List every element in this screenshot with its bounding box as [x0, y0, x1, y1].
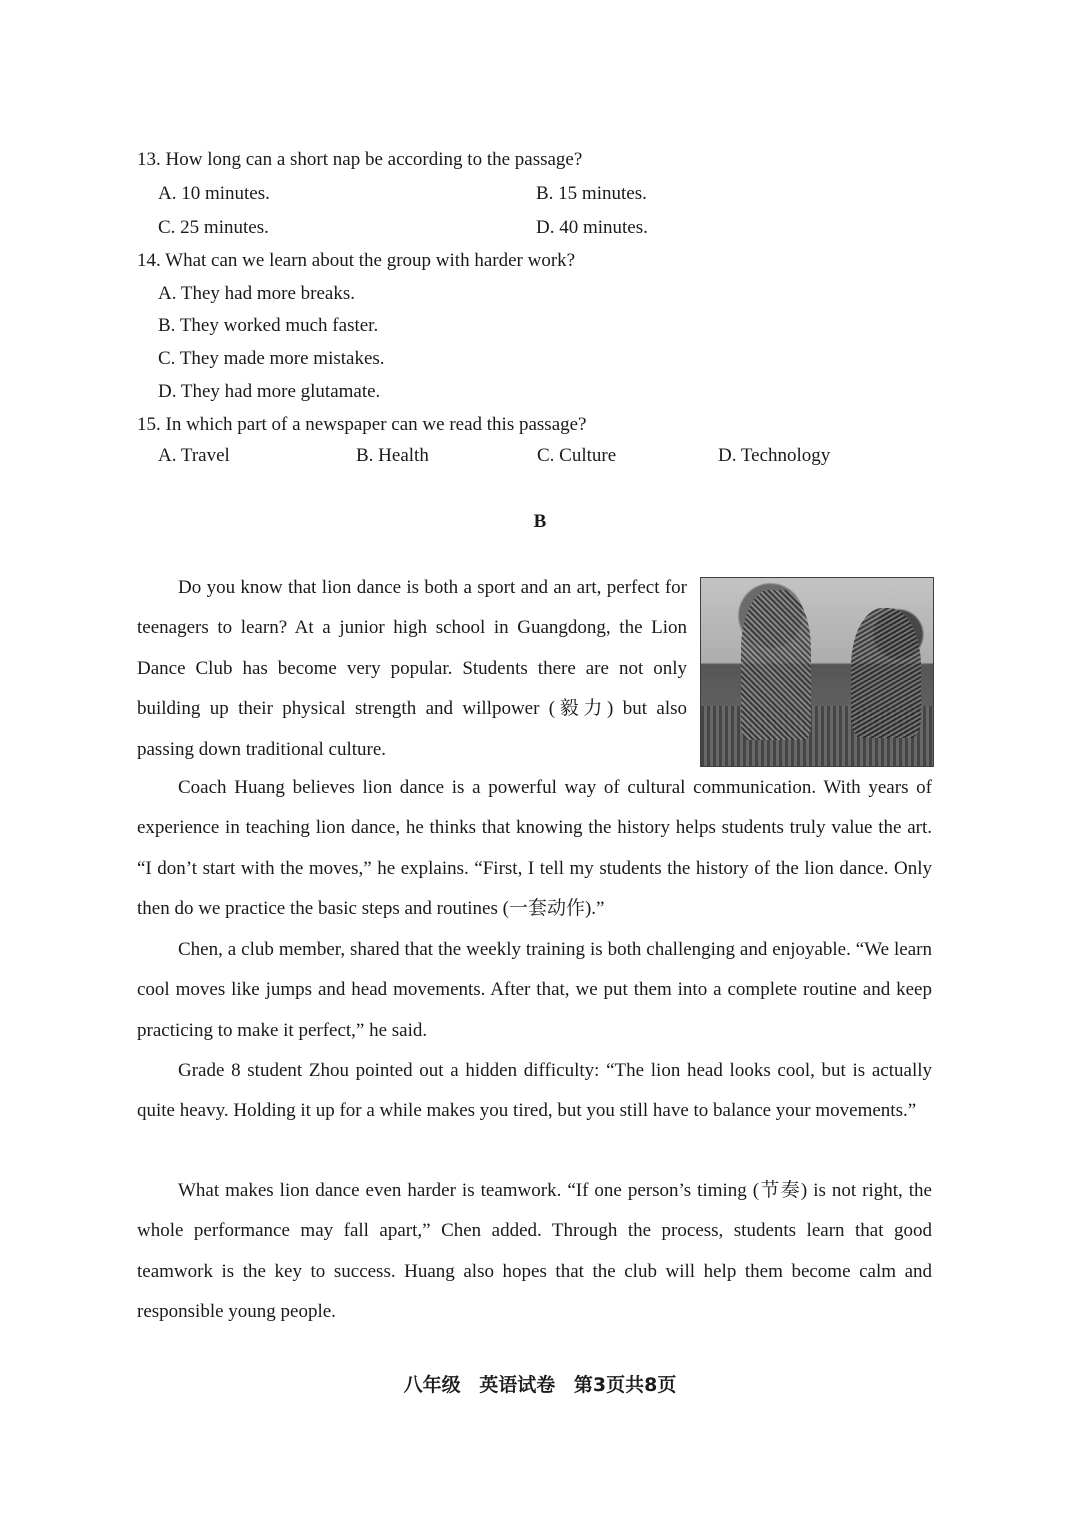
- lion-dance-photo: [700, 577, 934, 767]
- section-title: B: [533, 511, 547, 532]
- question-15-option-a: A. Travel: [158, 445, 230, 466]
- question-13-option-a: A. 10 minutes.: [158, 183, 270, 204]
- passage-paragraph-5: What makes lion dance even harder is teamwork. “If one person’s timing (节奏) is not right, the whole performance may fall apart,” Chen added. Through the process, students learn that good teamwork is the key to success. Huang also hopes that the club will help them become calm and responsible young people.: [137, 1180, 932, 1323]
- lion-figure-right: [851, 608, 921, 738]
- question-14-option-c: C. They made more mistakes.: [158, 348, 385, 369]
- passage-paragraph-2: Coach Huang believes lion dance is a powerful way of cultural communication. With years of experience in teaching lion dance, he thinks that knowing the history helps students truly value the art. “I don’t start with the moves,” he explains. “First, I tell my students the history of the lion dance. Only then do we practice the basic steps and routines (一套动作).”: [137, 777, 932, 920]
- passage-paragraph-3: Chen, a club member, shared that the weekly training is both challenging and enjoyable. “We learn cool moves like jumps and head movements. After that, we put them into a complete routine and keep practicing to make it perfect,” he said.: [137, 939, 932, 1041]
- lion-figure-left: [741, 590, 811, 740]
- question-14: 14. What can we learn about the group with harder work?: [137, 250, 576, 271]
- question-14-option-a: A. They had more breaks.: [158, 283, 355, 304]
- page-footer: [0, 1370, 1080, 1397]
- footer-subject: 英语试卷: [479, 1374, 556, 1396]
- question-13-option-b: B. 15 minutes.: [536, 183, 647, 204]
- question-13-option-c: C. 25 minutes.: [158, 217, 269, 238]
- question-14-option-b: B. They worked much faster.: [158, 315, 379, 336]
- question-15: 15. In which part of a newspaper can we read this passage?: [137, 414, 587, 435]
- question-15-option-c: C. Culture: [537, 445, 617, 466]
- passage-paragraph-1: Do you know that lion dance is both a sport and an art, perfect for teenagers to learn? At a junior high school in Guangdong, the Lion Dance Club has become very popular. Students there are not only building up their physical strength and willpower (毅力) but also passing down traditional culture.: [137, 577, 687, 760]
- footer-page-number: 第3页共8页: [573, 1374, 677, 1396]
- question-13: 13. How long can a short nap be according to the passage?: [137, 149, 583, 170]
- question-14-option-d: D. They had more glutamate.: [158, 381, 381, 402]
- question-13-option-d: D. 40 minutes.: [536, 217, 648, 238]
- footer-grade: 八年级: [403, 1374, 461, 1396]
- question-15-option-d: D. Technology: [718, 445, 831, 466]
- passage-paragraph-4: Grade 8 student Zhou pointed out a hidden difficulty: “The lion head looks cool, but is actually quite heavy. Holding it up for a while makes you tired, but you still have to balance your movements.”: [137, 1060, 932, 1122]
- question-15-option-b: B. Health: [356, 445, 429, 466]
